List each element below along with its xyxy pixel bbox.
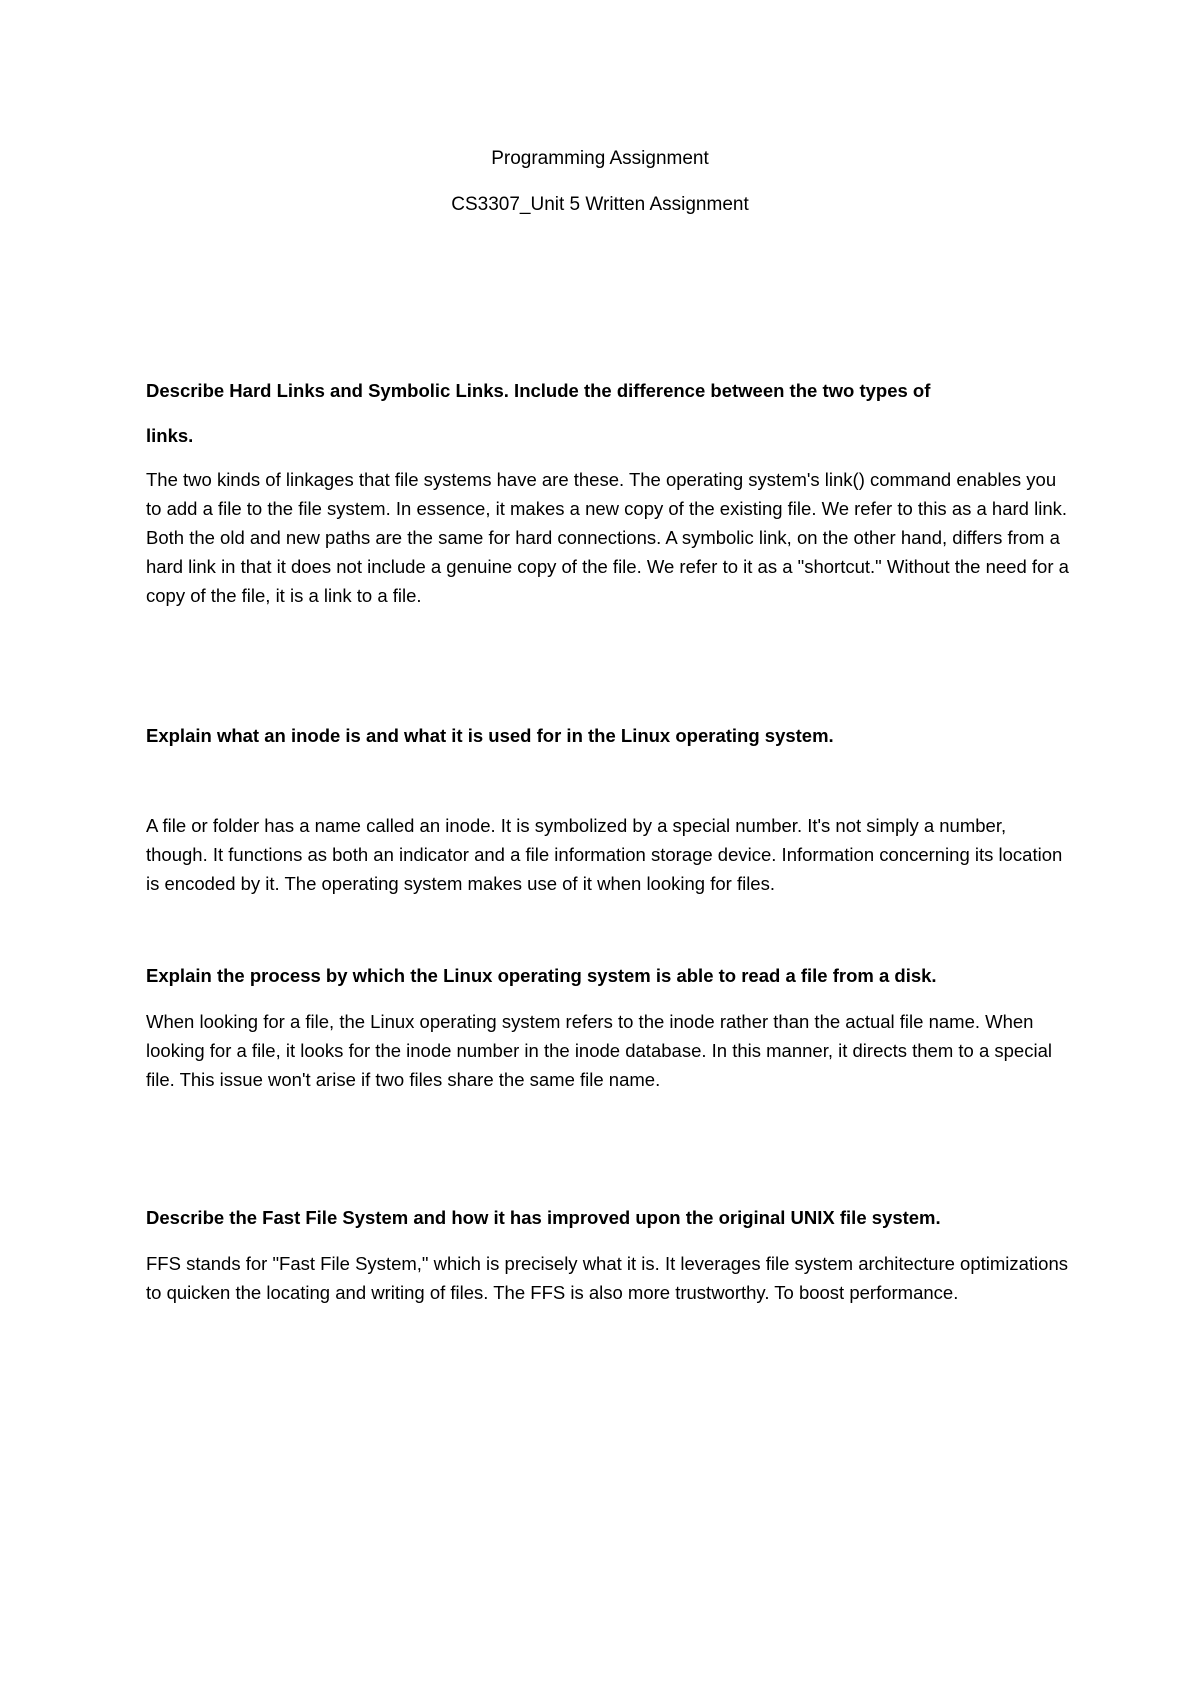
document-title: Programming Assignment xyxy=(491,148,709,169)
answer-inode: A file or folder has a name called an inode. It is symbolized by a special number. It's not simply a number, though. It functions as both an indicator and a file information storage device. Information concerning its location is encoded by it. The operating system makes use of it when looking for files. xyxy=(146,815,1063,894)
document-subtitle: CS3307_Unit 5 Written Assignment xyxy=(451,194,749,215)
answer-fast-file-system: FFS stands for "Fast File System," which is precisely what it is. It leverages file system architecture optimizations to quicken the locating and writing of files. The FFS is also more trustworthy. To boost performance. xyxy=(146,1253,1068,1303)
question-inode: Explain what an inode is and what it is used for in the Linux operating system. xyxy=(146,725,834,746)
question-hard-symbolic-links-continued: links. xyxy=(146,425,194,446)
question-fast-file-system: Describe the Fast File System and how it has improved upon the original UNIX file system. xyxy=(146,1207,941,1228)
answer-hard-symbolic-links: The two kinds of linkages that file systems have are these. The operating system's link() command enables you to add a file to the file system. In essence, it makes a new copy of the existing file. We refer to this as a hard link. Both the old and new paths are the same for hard connections. A symbolic link, on the other hand, differs from a hard link in that it does not include a genuine copy of the file. We refer to it as a "shortcut." Without the need for a copy of the file, it is a link to a file. xyxy=(146,469,1069,606)
answer-read-file-process: When looking for a file, the Linux operating system refers to the inode rather than the actual file name. When looking for a file, it looks for the inode number in the inode database. In this manner, it directs them to a special file. This issue won't arise if two files share the same file name. xyxy=(146,1011,1052,1090)
question-read-file-process: Explain the process by which the Linux operating system is able to read a file from a disk. xyxy=(146,965,937,986)
question-hard-symbolic-links: Describe Hard Links and Symbolic Links. Include the difference between the two types of xyxy=(146,380,931,401)
